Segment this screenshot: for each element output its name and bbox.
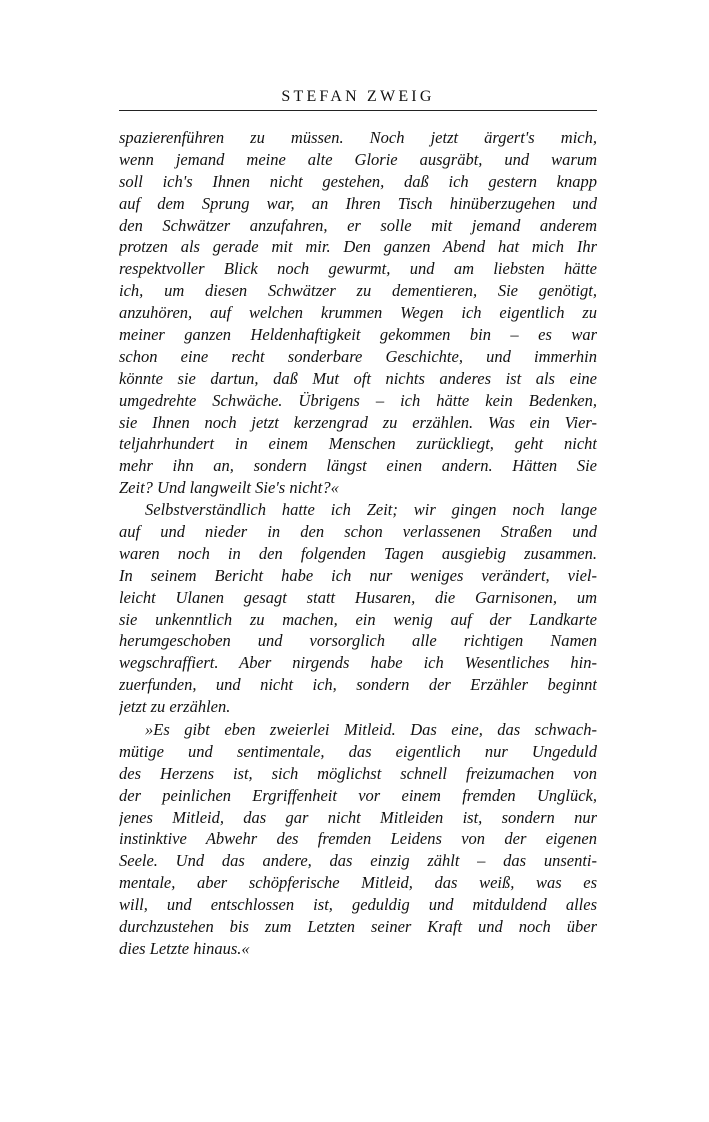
text-line: auf dem Sprung war, an Ihren Tisch hinüberzugehen und [119, 193, 597, 213]
text-line: schon eine recht sonderbare Geschichte, und immerhin [119, 346, 597, 366]
text-line: jenes Mitleid, das gar nicht Mitleiden ist, sondern nur [119, 807, 597, 827]
quotation-text [119, 719, 597, 960]
text-line: spazierenführen zu müssen. Noch jetzt ärgert's mich, [119, 128, 597, 147]
text-line: mehr ihn an, sondern längst einen andern. Hätten Sie [119, 456, 597, 476]
text-line: meiner ganzen Heldenhaftigkeit gekommen bin – es war [119, 325, 597, 345]
text-line: wegschraffiert. Aber nirgends habe ich Wesentliches hin- [119, 653, 597, 673]
text-line: soll ich's Ihnen nicht gestehen, daß ich gestern knapp [119, 171, 597, 191]
text-line: teljahrhundert in einem Menschen zurückliegt, geht nicht [119, 434, 597, 454]
header-rule [119, 110, 597, 111]
text-line: »Es gibt eben zweierlei Mitleid. Das eine, das schwach- [145, 720, 597, 739]
text-line: leicht Ulanen gesagt statt Husaren, die Garnisonen, um [119, 587, 597, 607]
text-line: mentale, aber schöpferische Mitleid, das weiß, was es [119, 873, 597, 893]
text-line: respektvoller Blick noch gewurmt, und am liebsten hätte [119, 259, 597, 279]
narrative-text [119, 127, 597, 718]
text-line: der peinlichen Ergriffenheit vor einem fremden Unglück, [119, 785, 597, 805]
text-line: herumgeschoben und vorsorglich alle richtigen Namen [119, 631, 597, 651]
text-line: sie Ihnen noch jetzt kerzengrad zu erzählen. Was ein Vier- [119, 412, 597, 432]
text-line: könnte sie dartun, daß Mut oft nichts anderes ist als eine [119, 368, 597, 388]
text-line: des Herzens ist, sich möglichst schnell freizumachen von [119, 763, 597, 783]
running-head: STEFAN ZWEIG [281, 88, 435, 105]
text-line: auf und nieder in den schon verlassenen Straßen und [119, 522, 597, 542]
text-line: zuerfunden, und nicht ich, sondern der Erzähler beginnt [119, 675, 597, 695]
text-line: jetzt zu erzählen. [119, 697, 231, 717]
text-line: waren noch in den folgenden Tagen ausgiebig zusammen. [119, 543, 597, 563]
text-line: Zeit? Und langweilt Sie's nicht?« [119, 478, 339, 498]
text-line: Selbstverständlich hatte ich Zeit; wir gingen noch lange [145, 500, 597, 520]
text-line: In seinem Bericht habe ich nur weniges verändert, viel- [119, 565, 597, 585]
text-line: den Schwätzer anzufahren, er solle mit jemand anderem [119, 215, 597, 235]
text-line: wenn jemand meine alte Glorie ausgräbt, und warum [119, 149, 597, 169]
text-line: durchzustehen bis zum Letzten seiner Kraft und noch über [119, 917, 597, 937]
text-line: anzuhören, auf welchen krummen Wegen ich eigentlich zu [119, 303, 597, 323]
text-line: umgedrehte Schwäche. Übrigens – ich hätte kein Bedenken, [119, 390, 597, 410]
text-line: ich, um diesen Schwätzer zu dementieren, Sie genötigt, [119, 281, 597, 301]
text-line: mütige und sentimentale, das eigentlich nur Ungeduld [119, 741, 597, 761]
text-line: will, und entschlossen ist, geduldig und mitduldend alles [119, 895, 597, 915]
text-line: sie unkenntlich zu machen, ein wenig auf der Landkarte [119, 609, 597, 629]
text-line: protzen als gerade mit mir. Den ganzen Abend hat mich Ihr [119, 237, 597, 257]
text-line: instinktive Abwehr des fremden Leidens von der eigenen [119, 829, 597, 849]
text-line: dies Letzte hinaus.« [119, 938, 250, 958]
text-line: Seele. Und das andere, das einzig zählt – das unsenti- [119, 851, 597, 871]
